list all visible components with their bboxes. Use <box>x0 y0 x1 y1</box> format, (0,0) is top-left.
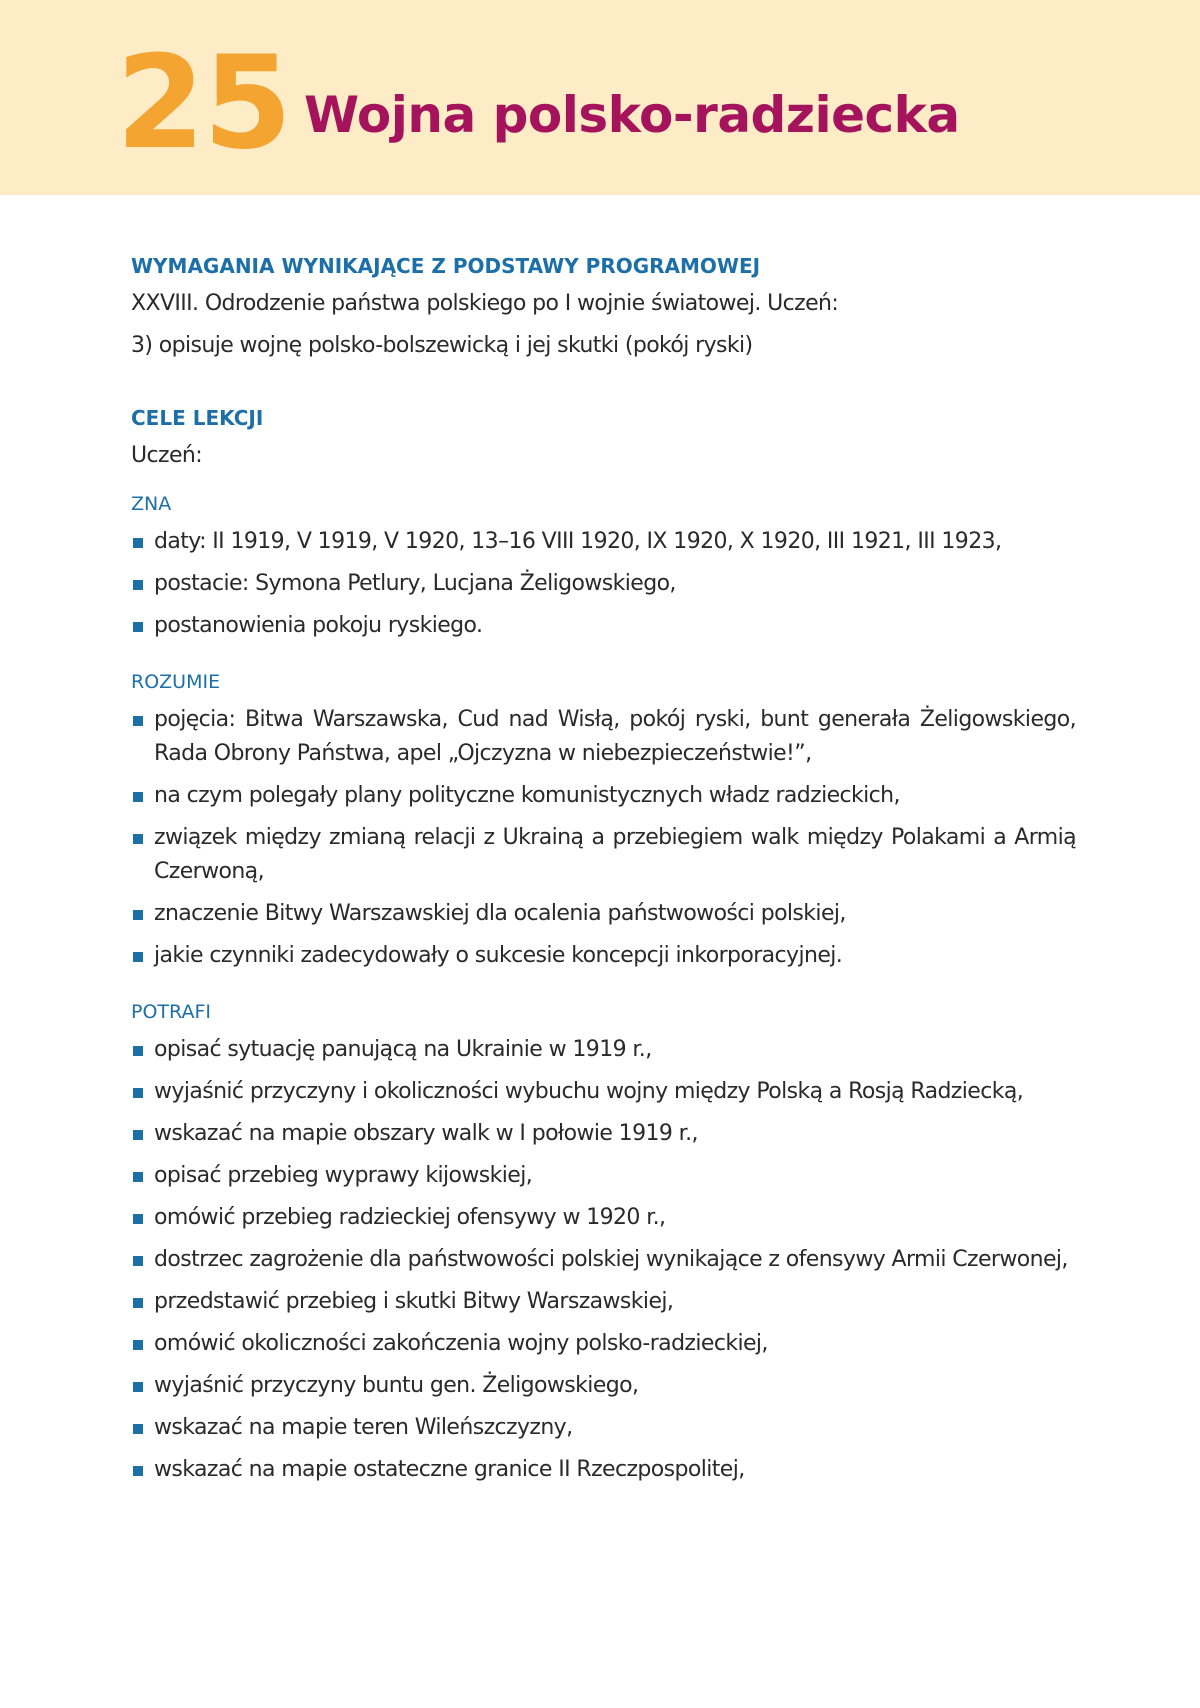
goals-intro: Uczeń: <box>131 443 203 468</box>
list-item: na czym polegały plany polityczne komunistycznych władz radzieckich, <box>131 779 1076 813</box>
bullet-square-icon <box>133 792 143 802</box>
bullet-square-icon <box>133 1130 143 1140</box>
requirements-line-2: 3) opisuje wojnę polsko-bolszewicką i jej skutki (pokój ryski) <box>131 333 753 358</box>
bullet-square-icon <box>133 1424 143 1434</box>
list-item: omówić okoliczności zakończenia wojny polsko-radzieckiej, <box>131 1327 1076 1361</box>
zna-list <box>131 525 1076 643</box>
goals-heading: CELE LEKCJI <box>131 406 264 430</box>
requirements-line-1: XXVIII. Odrodzenie państwa polskiego po I wojnie światowej. Uczeń: <box>131 291 839 316</box>
list-item: wskazać na mapie teren Wileńszczyzny, <box>131 1411 1076 1445</box>
bullet-square-icon <box>133 1466 143 1476</box>
list-item: wskazać na mapie obszary walk w I połowie 1919 r., <box>131 1117 1076 1151</box>
list-item: opisać sytuację panującą na Ukrainie w 1919 r., <box>131 1033 1076 1067</box>
bullet-square-icon <box>133 1340 143 1350</box>
list-item: wyjaśnić przyczyny buntu gen. Żeligowskiego, <box>131 1369 1076 1403</box>
zna-heading: ZNA <box>131 493 172 515</box>
bullet-square-icon <box>133 716 143 726</box>
list-item: opisać przebieg wyprawy kijowskiej, <box>131 1159 1076 1193</box>
list-item: jakie czynniki zadecydowały o sukcesie koncepcji inkorporacyjnej. <box>131 939 1076 973</box>
bullet-square-icon <box>133 1298 143 1308</box>
potrafi-heading: POTRAFI <box>131 1001 211 1023</box>
list-item: postacie: Symona Petlury, Lucjana Żeligowskiego, <box>131 567 1076 601</box>
list-item: postanowienia pokoju ryskiego. <box>131 609 1076 643</box>
chapter-number: 25 <box>116 29 291 178</box>
rozumie-list <box>131 703 1076 973</box>
page-content <box>131 253 1076 1495</box>
bullet-square-icon <box>133 1088 143 1098</box>
list-item: związek między zmianą relacji z Ukrainą a przebiegiem walk między Polakami a Armią Czerwoną, <box>131 821 1076 889</box>
bullet-square-icon <box>133 1046 143 1056</box>
bullet-square-icon <box>133 1256 143 1266</box>
list-item: pojęcia: Bitwa Warszawska, Cud nad Wisłą, pokój ryski, bunt generała Żeligowskiego, Rada Obrony Państwa, apel „Ojczyzna w niebezpieczeństwie!”, <box>131 703 1076 771</box>
rozumie-heading: ROZUMIE <box>131 671 221 693</box>
bullet-square-icon <box>133 622 143 632</box>
requirements-heading: WYMAGANIA WYNIKAJĄCE Z PODSTAWY PROGRAMOWEJ <box>131 254 761 278</box>
list-item: daty: II 1919, V 1919, V 1920, 13–16 VIII 1920, IX 1920, X 1920, III 1921, III 1923, <box>131 525 1076 559</box>
list-item: przedstawić przebieg i skutki Bitwy Warszawskiej, <box>131 1285 1076 1319</box>
list-item: wskazać na mapie ostateczne granice II Rzeczpospolitej, <box>131 1453 1076 1487</box>
list-item: omówić przebieg radzieckiej ofensywy w 1920 r., <box>131 1201 1076 1235</box>
bullet-square-icon <box>133 910 143 920</box>
bullet-square-icon <box>133 1172 143 1182</box>
bullet-square-icon <box>133 834 143 844</box>
bullet-square-icon <box>133 580 143 590</box>
chapter-title: Wojna polsko-radziecka <box>304 86 960 144</box>
list-item: dostrzec zagrożenie dla państwowości polskiej wynikające z ofensywy Armii Czerwonej, <box>131 1243 1076 1277</box>
potrafi-list <box>131 1033 1076 1487</box>
bullet-square-icon <box>133 952 143 962</box>
bullet-square-icon <box>133 1382 143 1392</box>
list-item: wyjaśnić przyczyny i okoliczności wybuchu wojny między Polską a Rosją Radziecką, <box>131 1075 1076 1109</box>
bullet-square-icon <box>133 538 143 548</box>
list-item: znaczenie Bitwy Warszawskiej dla ocalenia państwowości polskiej, <box>131 897 1076 931</box>
bullet-square-icon <box>133 1214 143 1224</box>
